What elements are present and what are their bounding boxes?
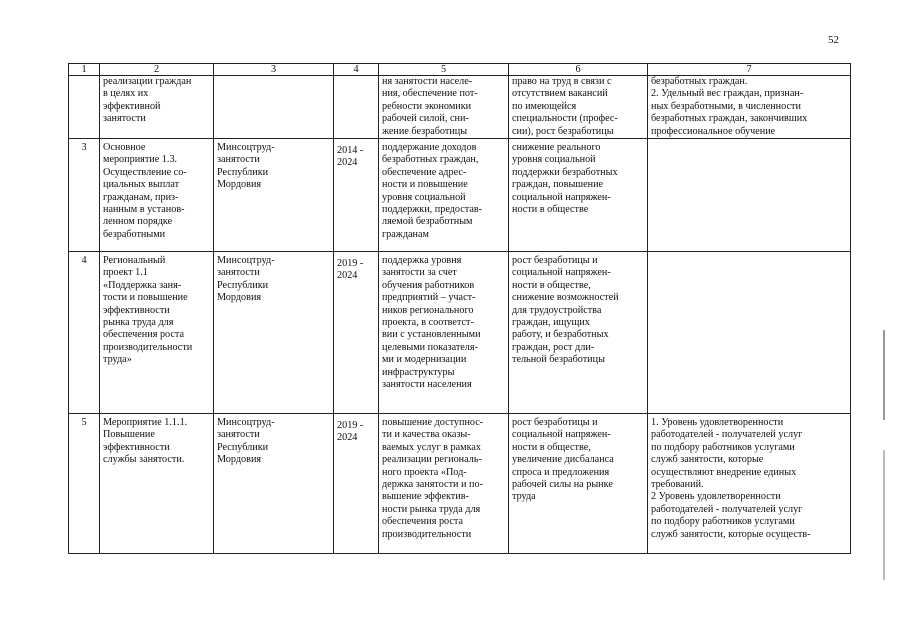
executor-cell — [214, 252, 334, 414]
table-row — [69, 139, 851, 252]
cell-text-line: 2014 - — [337, 145, 364, 157]
cell-text-line: вии с установленными — [382, 329, 481, 341]
cell-text-line: ребности экономики — [382, 100, 472, 112]
executor-cell — [214, 76, 334, 139]
cell-text-line: 2024 — [337, 157, 358, 169]
consequences-cell — [509, 76, 648, 139]
cell-text-line: эффективности — [103, 304, 170, 316]
period-cell — [334, 252, 379, 414]
cell-text-line: обучения работников — [382, 279, 475, 291]
cell-text-line: по имеющейся — [512, 100, 577, 112]
column-number: 3 — [214, 64, 334, 76]
cell-text-line: безработных граждан, закончивших — [651, 113, 808, 125]
cell-text-line: занятости населения — [382, 379, 472, 391]
cell-text-line: эффективности — [103, 441, 170, 453]
period-cell — [334, 76, 379, 139]
cell-text-line: производительности — [103, 341, 193, 353]
cell-text-line: занятости — [217, 429, 260, 441]
cell-text-line: 2019 - — [337, 420, 364, 432]
cell-text-line: проекта, в соответст- — [382, 317, 474, 329]
cell-text-line: рынка труда для — [103, 317, 174, 329]
scan-artifact-mark — [883, 450, 885, 580]
activity-name-cell — [100, 139, 214, 252]
activity-name-cell — [100, 76, 214, 139]
cell-text-line: Минсоцтруд- — [217, 255, 275, 267]
period-cell — [334, 139, 379, 252]
row-number: 4 — [69, 252, 100, 414]
cell-text-line: рост безработицы и — [512, 255, 598, 267]
cell-text-line: для трудоустройства — [512, 304, 602, 316]
cell-text-line: профессиональное обучение — [651, 125, 776, 137]
cell-text-line: занятости — [217, 267, 260, 279]
cell-text-line: безработными — [103, 228, 166, 240]
expected-result-cell — [379, 139, 509, 252]
cell-text-line: поддержки, предостав- — [382, 204, 483, 216]
cell-text-line: «Поддержка заня- — [103, 279, 182, 291]
cell-text-line: право на труд в связи с — [512, 76, 612, 87]
activity-name-cell — [100, 414, 214, 554]
cell-text-line: поддержки безработных — [512, 166, 618, 178]
cell-text-line: занятости за счет — [382, 267, 457, 279]
cell-text-line: циальных выплат — [103, 179, 180, 191]
executor-cell — [214, 139, 334, 252]
column-number: 7 — [648, 64, 851, 76]
cell-text-line: работу, и безработных — [512, 329, 609, 341]
cell-text-line: спроса и предложения — [512, 466, 610, 478]
cell-text-line: по подбору работников услугами — [651, 441, 795, 453]
cell-text-line: 2024 — [337, 270, 358, 282]
cell-text-line: занятости — [217, 154, 260, 166]
cell-text-line: держка занятости и по- — [382, 479, 483, 491]
cell-text-line: ников регионального — [382, 304, 474, 316]
cell-text-line: Мордовия — [217, 454, 262, 466]
period-cell — [334, 414, 379, 554]
cell-text-line: рост безработицы и — [512, 417, 598, 429]
activity-name-cell — [100, 252, 214, 414]
row-number: 5 — [69, 414, 100, 554]
cell-text-line: 2. Удельный вес граждан, признан- — [651, 88, 804, 100]
column-number: 2 — [100, 64, 214, 76]
row-number — [69, 76, 100, 139]
cell-text-line: безработных граждан, — [382, 154, 479, 166]
cell-text-line: специальности (профес- — [512, 113, 618, 125]
cell-text-line: гражданам — [382, 228, 429, 240]
cell-text-line: осуществляют внедрение единых — [651, 466, 797, 478]
expected-result-cell — [379, 414, 509, 554]
cell-text-line: Мордовия — [217, 292, 262, 304]
cell-text-line: ляемой безработным — [382, 216, 473, 228]
column-number: 5 — [379, 64, 509, 76]
cell-text-line: уровня социальной — [512, 154, 596, 166]
cell-text-line: ти и качества оказы- — [382, 429, 471, 441]
cell-text-line: ваемых услуг в рамках — [382, 441, 481, 453]
cell-text-line: Мероприятие 1.1.1. — [103, 417, 188, 429]
cell-text-line: в целях их — [103, 88, 149, 100]
cell-text-line: нанным в установ- — [103, 204, 185, 216]
table-row — [69, 76, 851, 139]
scan-artifact-mark — [883, 330, 885, 420]
cell-text-line: обеспечения роста — [103, 329, 185, 341]
cell-text-line: ния, обеспечение пот- — [382, 88, 478, 100]
cell-text-line: 2024 — [337, 432, 358, 444]
consequences-cell — [509, 139, 648, 252]
cell-text-line: Республики — [217, 279, 269, 291]
cell-text-line: рабочей силы на рынке — [512, 479, 613, 491]
cell-text-line: безработных граждан. — [651, 76, 748, 87]
cell-text-line: проект 1.1 — [103, 267, 148, 279]
cell-text-line: служб занятости, которые осуществ- — [651, 528, 811, 540]
row-number: 3 — [69, 139, 100, 252]
cell-text-line: предприятий – участ- — [382, 292, 476, 304]
cell-text-line: Республики — [217, 441, 269, 453]
cell-text-line: инфраструктуры — [382, 366, 455, 378]
cell-text-line: Региональный — [103, 255, 166, 267]
cell-text-line: граждан, ищущих — [512, 317, 590, 329]
cell-text-line: граждан, рост дли- — [512, 341, 595, 353]
cell-text-line: поддержание доходов — [382, 142, 477, 154]
cell-text-line: Повышение — [103, 429, 155, 441]
cell-text-line: ня занятости населе- — [382, 76, 473, 87]
cell-text-line: Мордовия — [217, 179, 262, 191]
cell-text-line: социальной напряжен- — [512, 191, 611, 203]
cell-text-line: ного проекта «Под- — [382, 466, 467, 478]
column-number: 4 — [334, 64, 379, 76]
cell-text-line: работодателей - получателей услуг — [651, 429, 803, 441]
indicators-cell — [648, 139, 851, 252]
cell-text-line: Минсоцтруд- — [217, 417, 275, 429]
indicators-cell — [648, 252, 851, 414]
cell-text-line: занятости — [103, 113, 146, 125]
cell-text-line: производительности — [382, 528, 472, 540]
cell-text-line: ности в обществе, — [512, 441, 591, 453]
cell-text-line: по подбору работников услугами — [651, 516, 795, 528]
program-activities-table — [68, 63, 851, 554]
cell-text-line: ности в обществе — [512, 204, 589, 216]
cell-text-line: тельной безработицы — [512, 354, 605, 366]
cell-text-line: рабочей силой, сни- — [382, 113, 469, 125]
cell-text-line: требований. — [651, 479, 704, 491]
cell-text-line: ми и модернизации — [382, 354, 467, 366]
cell-text-line: обеспечения роста — [382, 516, 464, 528]
column-number: 6 — [509, 64, 648, 76]
indicators-cell — [648, 76, 851, 139]
cell-text-line: реализации граждан — [103, 76, 192, 87]
cell-text-line: отсутствием вакансий — [512, 88, 608, 100]
cell-text-line: реализации региональ- — [382, 454, 482, 466]
cell-text-line: труда» — [103, 354, 132, 366]
cell-text-line: обеспечение адрес- — [382, 166, 467, 178]
table-row — [69, 252, 851, 414]
cell-text-line: снижение реального — [512, 142, 601, 154]
column-number-row — [69, 64, 851, 76]
cell-text-line: 2 Уровень удовлетворенности — [651, 491, 781, 503]
cell-text-line: поддержка уровня — [382, 255, 462, 267]
cell-text-line: работодателей - получателей услуг — [651, 503, 803, 515]
expected-result-cell — [379, 252, 509, 414]
cell-text-line: Республики — [217, 166, 269, 178]
cell-text-line: ности в обществе, — [512, 279, 591, 291]
cell-text-line: социальной напряжен- — [512, 429, 611, 441]
executor-cell — [214, 414, 334, 554]
consequences-cell — [509, 414, 648, 554]
cell-text-line: Осуществление со- — [103, 166, 187, 178]
cell-text-line: вышение эффектив- — [382, 491, 469, 503]
cell-text-line: службы занятости. — [103, 454, 185, 466]
cell-text-line: ленном порядке — [103, 216, 173, 228]
column-number: 1 — [69, 64, 100, 76]
cell-text-line: уровня социальной — [382, 191, 466, 203]
cell-text-line: ности и повышение — [382, 179, 468, 191]
cell-text-line: социальной напряжен- — [512, 267, 611, 279]
cell-text-line: снижение возможностей — [512, 292, 619, 304]
indicators-cell — [648, 414, 851, 554]
consequences-cell — [509, 252, 648, 414]
cell-text-line: ности рынка труда для — [382, 503, 481, 515]
cell-text-line: труда — [512, 491, 536, 503]
cell-text-line: 2019 - — [337, 258, 364, 270]
cell-text-line: служб занятости, которые — [651, 454, 764, 466]
cell-text-line: мероприятие 1.3. — [103, 154, 178, 166]
cell-text-line: Основное — [103, 142, 146, 154]
cell-text-line: 1. Уровень удовлетворенности — [651, 417, 784, 429]
cell-text-line: увеличение дисбаланса — [512, 454, 614, 466]
cell-text-line: эффективной — [103, 100, 161, 112]
cell-text-line: целевыми показателя- — [382, 341, 478, 353]
cell-text-line: жение безработицы — [382, 125, 468, 137]
page-number: 52 — [828, 34, 839, 46]
cell-text-line: Минсоцтруд- — [217, 142, 275, 154]
cell-text-line: граждан, повышение — [512, 179, 604, 191]
expected-result-cell — [379, 76, 509, 139]
cell-text-line: тости и повышение — [103, 292, 188, 304]
cell-text-line: повышение доступнос- — [382, 417, 484, 429]
cell-text-line: сии), рост безработицы — [512, 125, 614, 137]
table-row — [69, 414, 851, 554]
cell-text-line: ных безработными, в численности — [651, 100, 801, 112]
cell-text-line: гражданам, приз- — [103, 191, 179, 203]
